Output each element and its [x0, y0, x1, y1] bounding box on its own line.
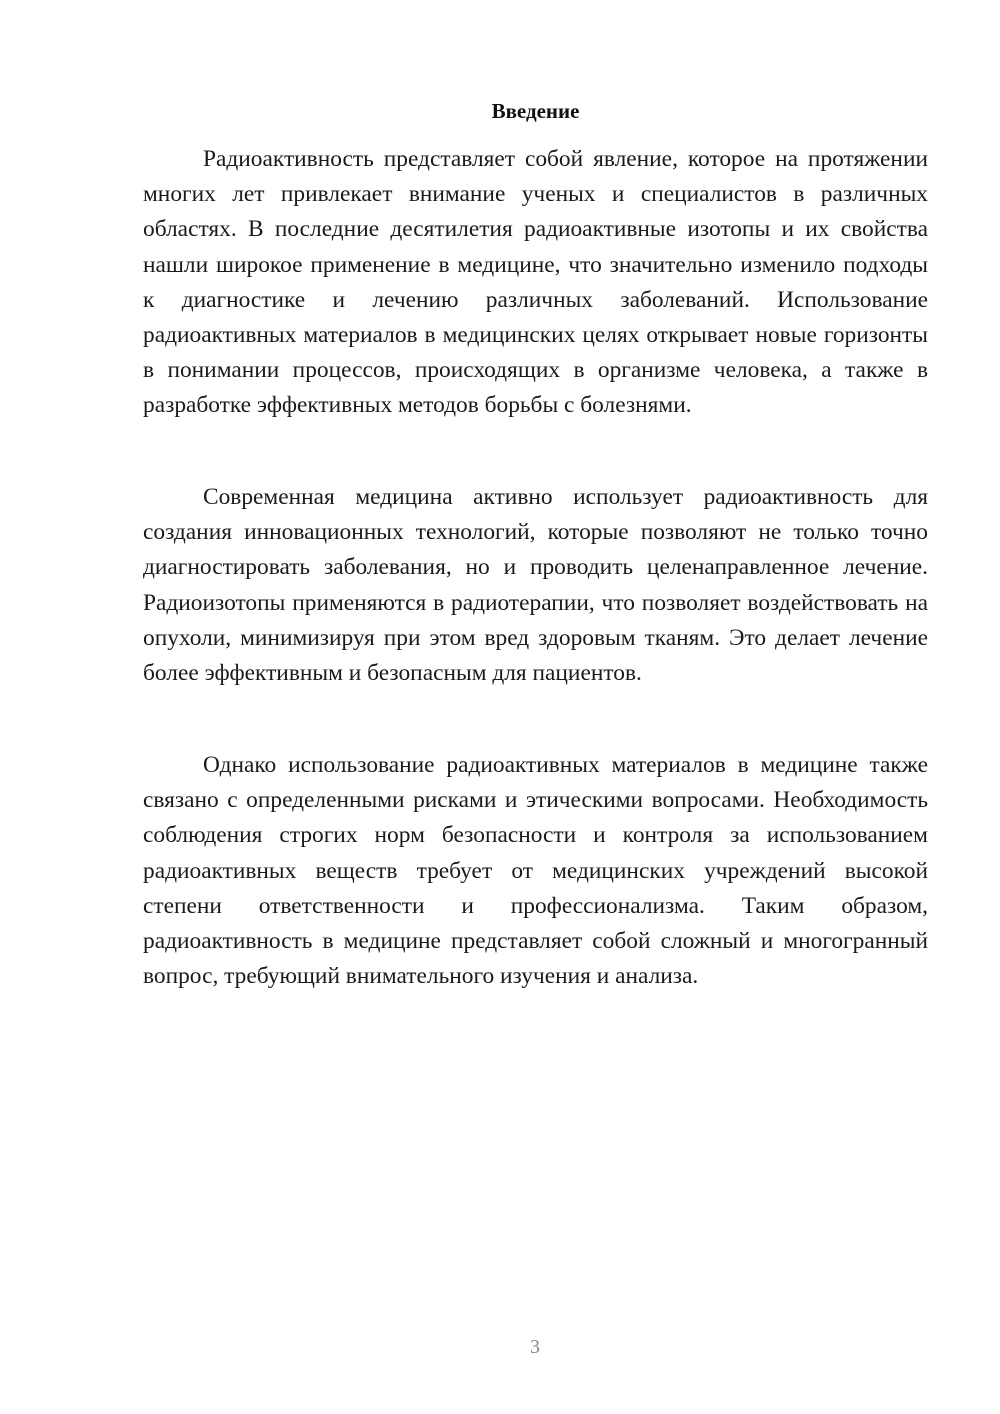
page-number: 3: [530, 1336, 540, 1358]
section-title: Введение: [491, 99, 580, 123]
paragraph-1: Радиоактивность представляет собой явление, которое на протяжении многих лет привлекает внимание ученых и специалистов в различных областях. В последние десятилетия радиоактивные изотопы и их свойства нашли широкое применение в медицине, что значительно изменило подходы к диагностике и лечению различных заболеваний. Использование радиоактивных материалов в медицинских целях открывает новые горизонты в понимании процессов, происходящих в организме человека, а также в разработке эффективных методов борьбы с болезнями.: [143, 146, 928, 419]
paragraph-2: Современная медицина активно использует радиоактивность для создания инновационных технологий, которые позволяют не только точно диагностировать заболевания, но и проводить целенаправленное лечение. Радиоизотопы применяются в радиотерапии, что позволяет воздействовать на опухоли, минимизируя при этом вред здоровым тканям. Это делает лечение более эффективным и безопасным для пациентов.: [143, 484, 928, 687]
paragraph-3: Однако использование радиоактивных материалов в медицине также связано с определенными рисками и этическими вопросами. Необходимость соблюдения строгих норм безопасности и контроля за использованием радиоактивных веществ требует от медицинских учреждений высокой степени ответственности и профессионализма. Таким образом, радиоактивность в медицине представляет собой сложный и многогранный вопрос, требующий внимательного изучения и анализа.: [143, 752, 928, 990]
